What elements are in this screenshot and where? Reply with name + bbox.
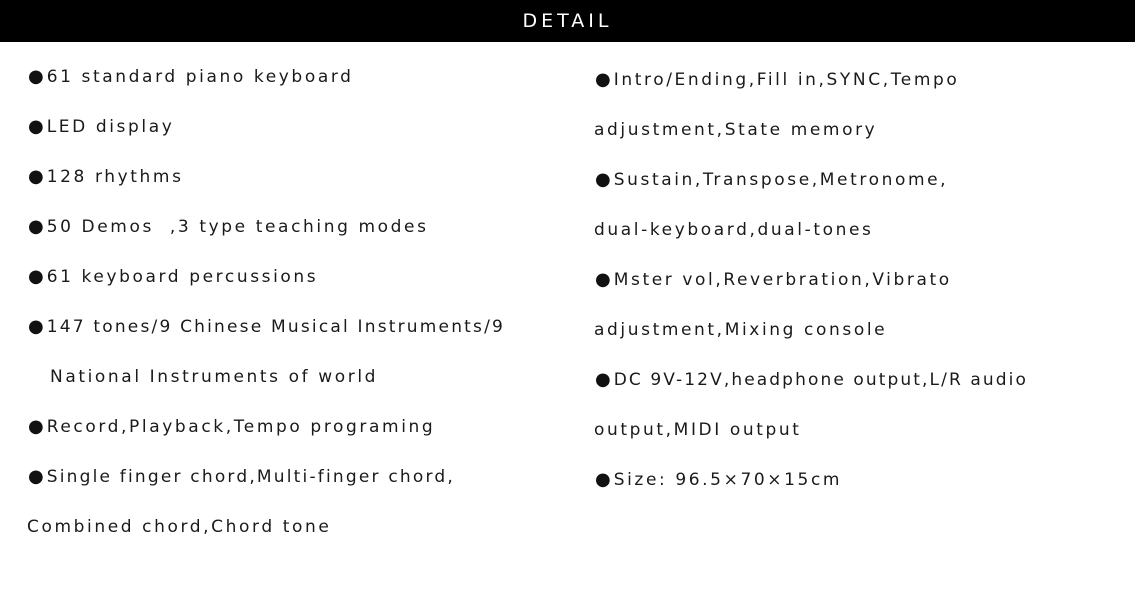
feature-text: DC 9V-12V,headphone output,L/R audio <box>613 370 1028 390</box>
feature-text: Record,Playback,Tempo programing <box>46 417 436 437</box>
left-line-7 <box>50 363 378 391</box>
bullet-icon: ● <box>595 469 611 490</box>
left-line-9 <box>28 463 455 491</box>
bullet-icon: ● <box>28 316 44 337</box>
right-line-8 <box>594 416 802 444</box>
bullet-icon: ● <box>595 69 611 90</box>
right-line-5 <box>595 266 952 294</box>
feature-text: dual-keyboard,dual-tones <box>594 220 874 240</box>
feature-text: adjustment,Mixing console <box>594 320 888 340</box>
feature-text: 61 standard piano keyboard <box>46 67 354 87</box>
feature-text: LED display <box>46 117 175 137</box>
right-line-7 <box>595 366 1028 394</box>
bullet-icon: ● <box>28 216 44 237</box>
bullet-icon: ● <box>595 369 611 390</box>
bullet-icon: ● <box>28 116 44 137</box>
left-line-8 <box>28 413 435 441</box>
left-line-5 <box>28 263 318 291</box>
feature-text: Combined chord,Chord tone <box>27 517 332 537</box>
right-line-6 <box>594 316 887 344</box>
left-line-6 <box>28 313 505 341</box>
feature-text: output,MIDI output <box>594 420 802 440</box>
right-line-1 <box>595 66 959 94</box>
left-line-10 <box>27 513 331 541</box>
feature-text: Size: 96.5×70×15cm <box>613 470 843 490</box>
feature-text: 128 rhythms <box>46 167 184 187</box>
bullet-icon: ● <box>28 466 44 487</box>
left-line-1 <box>28 63 354 91</box>
right-line-2 <box>594 116 877 144</box>
bullet-icon: ● <box>28 416 44 437</box>
feature-text: Single finger chord,Multi-finger chord, <box>46 467 455 487</box>
feature-text: National Instruments of world <box>50 367 379 387</box>
feature-text: Intro/Ending,Fill in,SYNC,Tempo <box>613 70 960 90</box>
bullet-icon: ● <box>28 66 44 87</box>
header-title: DETAIL <box>522 9 613 32</box>
feature-text: Mster vol,Reverbration,Vibrato <box>613 270 952 290</box>
bullet-icon: ● <box>28 166 44 187</box>
left-line-4 <box>28 213 429 241</box>
right-line-9 <box>595 466 842 494</box>
bullet-icon: ● <box>28 266 44 287</box>
left-line-2 <box>28 113 174 141</box>
feature-text: 50 Demos ,3 type teaching modes <box>46 217 429 237</box>
detail-header-bar <box>0 0 1135 42</box>
feature-text: Sustain,Transpose,Metronome, <box>613 170 949 190</box>
right-line-3 <box>595 166 948 194</box>
right-line-4 <box>594 216 874 244</box>
bullet-icon: ● <box>595 169 611 190</box>
left-line-3 <box>28 163 184 191</box>
bullet-icon: ● <box>595 269 611 290</box>
feature-text: 61 keyboard percussions <box>46 267 319 287</box>
feature-text: 147 tones/9 Chinese Musical Instruments/9 <box>46 317 506 337</box>
feature-text: adjustment,State memory <box>594 120 878 140</box>
